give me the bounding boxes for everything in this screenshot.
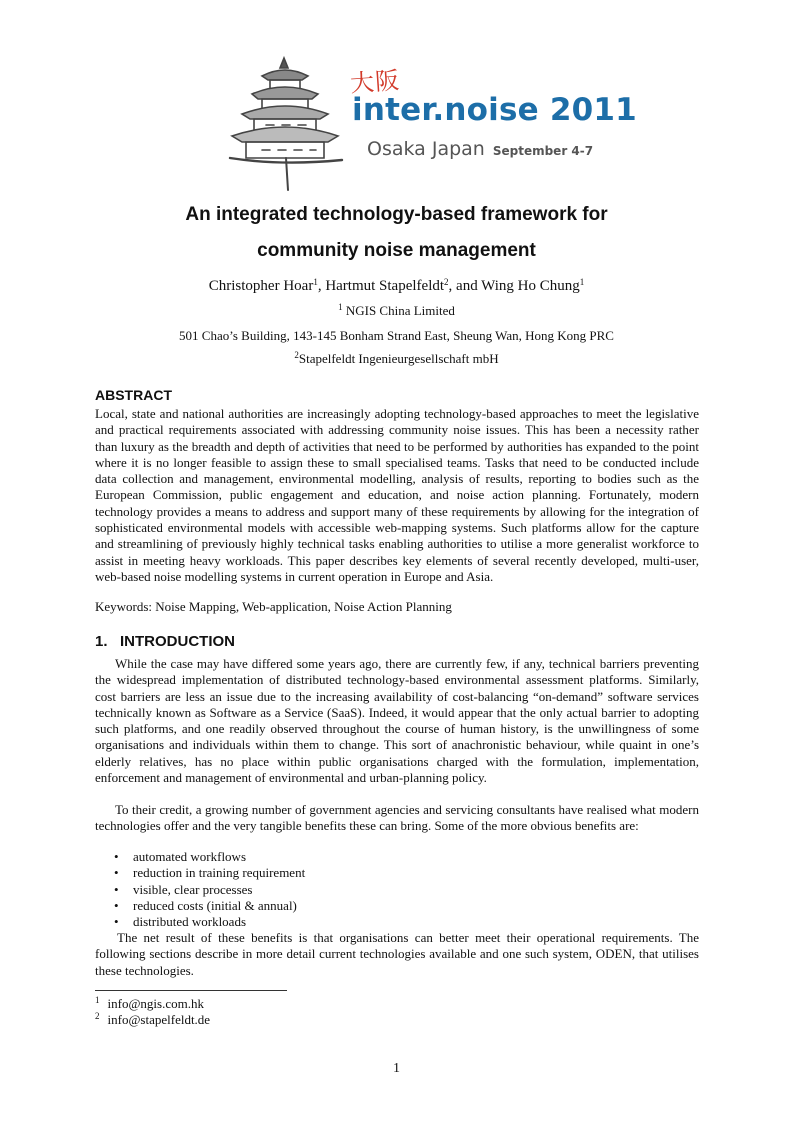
introduction-paragraph-1: While the case may have differed some years ago, there are currently few, if any, technical barriers preventing the widespread implementation of distributed technology-based environmental assessment platforms. Similarly, cost barriers are less an issue due to the increasing availability of cost-balancing “on-demand” software services technically known as Software as a Service (SaaS). Indeed, it would appear that the only actual barrier to adopting such platforms, and one readily observed throughout the course of human history, is the unwillingness of some organisations and individuals within them to change. This sort of anachronistic behaviour, while quaint in one’s elderly relatives, has no place within public organisations charged with the formulation, implementation, enforcement and management of environmental and urban-planning policy. xyxy=(95,656,699,786)
logo-kanji: 大阪 xyxy=(349,66,402,98)
list-item: • reduction in training requirement xyxy=(114,865,305,881)
introduction-paragraph-3: The net result of these benefits is that organisations can better meet their operational requirements. The following sections describe in more detail current technologies available and one such system, ODEN, that utilises these technologies. xyxy=(95,930,699,978)
author-1: Christopher Hoar xyxy=(208,278,314,294)
affiliation-1-address: 501 Chao’s Building, 143-145 Bonham Strand East, Sheung Wan, Hong Kong PRC xyxy=(179,328,614,343)
author-list xyxy=(0,278,793,295)
author-2-affiliation: 2 xyxy=(444,277,449,287)
abstract-heading: ABSTRACT xyxy=(95,387,172,403)
keywords: Keywords: Noise Mapping, Web-application, Noise Action Planning xyxy=(95,599,452,614)
paper-title-line-1: An integrated technology-based framework for xyxy=(185,204,608,225)
logo-location xyxy=(367,138,593,160)
list-item: • distributed workloads xyxy=(114,914,305,930)
affiliation-1 xyxy=(0,303,793,319)
affiliation-1-marker: 1 xyxy=(338,302,343,312)
footnote-2-marker: 2 xyxy=(95,1011,100,1021)
footnote-1-email: info@ngis.com.hk xyxy=(107,996,204,1011)
affiliation-2-marker: 2 xyxy=(294,350,299,360)
page-number: 1 xyxy=(393,1061,400,1076)
abstract-text: Local, state and national authorities are increasingly adopting technology-based approaches to meet the legislative and practical requirements associated with addressing community noise issues. This has been a necessity rather than luxury as the breadth and depth of activities that need to be performed by authorities has expanded to the point where it is no longer feasible to assign these to small specialised teams. Tasks that need to be conducted include data collection and management, environmental modelling, analysis of results, reporting to bodies such as the European Commission, public engagement and education, and noise action planning. Fortunately, modern technology provides a means to address and support many of these requirements by allowing for the integration of sophisticated environmental models with accessible web-mapping systems. Such platforms allow for the capture and streamlining of previously highly technical tasks enabling authorities to utilise a more generalist workforce to assist in meeting heavy workloads. This paper describes key elements of several recently developed, multi-user, web-based noise modelling systems in current operation in Europe and Asia. xyxy=(95,406,699,584)
footnote-divider xyxy=(95,990,287,991)
affiliation-2-name: Stapelfeldt Ingenieurgesellschaft mbH xyxy=(298,351,499,366)
paper-title-line-2: community noise management xyxy=(257,240,536,261)
author-1-affiliation: 1 xyxy=(313,277,318,287)
list-item: • automated workflows xyxy=(114,849,305,865)
conference-logo xyxy=(222,54,637,194)
introduction-heading: 1. INTRODUCTION xyxy=(95,633,236,650)
benefits-list xyxy=(114,849,305,930)
footnote-2 xyxy=(95,1012,210,1028)
osaka-castle-icon xyxy=(222,54,352,194)
logo-city: Osaka Japan xyxy=(367,138,485,160)
logo-title: inter.noise 2011 xyxy=(352,92,637,128)
affiliation-1-name: NGIS China Limited xyxy=(345,303,455,318)
author-3-affiliation: 1 xyxy=(579,277,585,287)
list-item: • visible, clear processes xyxy=(114,882,305,898)
footnote-2-email: info@stapelfeldt.de xyxy=(107,1012,211,1027)
logo-dates: September 4-7 xyxy=(492,144,594,158)
list-item: • reduced costs (initial & annual) xyxy=(114,898,305,914)
affiliation-2 xyxy=(0,351,793,367)
author-3: , and Wing Ho Chung xyxy=(448,278,580,294)
author-2: , Hartmut Stapelfeldt xyxy=(317,278,445,294)
footnote-1-marker: 1 xyxy=(95,995,100,1005)
footnote-1 xyxy=(95,996,204,1012)
introduction-paragraph-2: To their credit, a growing number of government agencies and servicing consultants have realised what modern technologies offer and the very tangible benefits these can bring. Some of the more obvious benefits are: xyxy=(95,802,699,834)
